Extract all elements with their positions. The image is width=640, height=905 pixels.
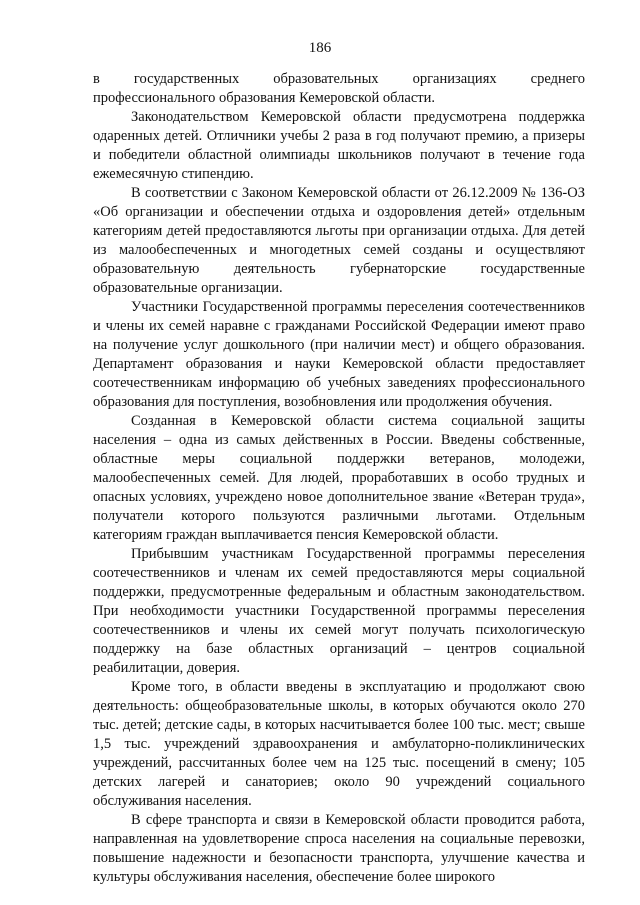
page-number: 186 [308, 40, 332, 56]
paragraph-infrastructure: Кроме того, в области введены в эксплуатацию и продолжают свою деятельность: общеобразовательные школы, в которых обучаются около 270 тыс. детей; детские сады, в которых насчитывается более 100 тыс. мест; свыше 1,5 тыс. учреждений здравоохранения и амбулаторно-поликлинических учреждений, рассчитанных более чем на 125 тыс. посещений в смену; 105 детских лагерей и санаториев; около 90 учреждений социального обслуживания населения. [93, 679, 585, 809]
paragraph-transport: В сфере транспорта и связи в Кемеровской области проводится работа, направленная на удовлетворение спроса населения на социальные перевозки, повышение надежности и безопасности транспорта, улучшение качества и культуры обслуживания населения, обеспечение более широкого [93, 812, 585, 885]
paragraph-children-recreation-law: В соответствии с Законом Кемеровской области от 26.12.2009 № 136-ОЗ «Об организации и обеспечении отдыха и оздоровления детей» отдельным категориям детей предоставляются льготы при организации отдыха. Для детей из малообеспеченных и многодетных семей созданы и осуществляют образовательную деятельность губернаторские государственные образовательные организации. [93, 185, 585, 296]
paragraph-gifted-children: Законодательством Кемеровской области предусмотрена поддержка одаренных детей. Отличники учебы 2 раза в год получают премию, а призеры и победители областной олимпиады школьников получают в течение года ежемесячную стипендию. [93, 109, 585, 182]
paragraph-social-protection: Созданная в Кемеровской области система социальной защиты населения – одна из самых действенных в России. Введены собственные, областные меры социальной поддержки ветеранов, молодежи, малообеспеченных семей. Для людей, проработавших в особо трудных и опасных условиях, учреждено новое дополнительное звание «Ветеран труда», получатели которого пользуются различными льготами. Отдельным категориям граждан выплачивается пенсия Кемеровской области. [93, 413, 585, 543]
paragraph-resettlement-education: Участники Государственной программы переселения соотечественников и члены их семей наравне с гражданами Российской Федерации имеют право на получение услуг дошкольного (при наличии мест) и общего образования. Департамент образования и науки Кемеровской области предоставляет соотечественникам информацию об учебных заведениях профессионального образования для поступления, возобновления или продолжения обучения. [93, 299, 585, 410]
paragraph-resettlement-support: Прибывшим участникам Государственной программы переселения соотечественников и членам их семей предоставляются меры социальной поддержки, предусмотренные федеральным и областным законодательством. При необходимости участники Государственной программы переселения соотечественников и члены их семей могут получать психологическую поддержку на базе областных организаций – центров социальной реабилитации, доверия. [93, 546, 585, 676]
paragraph-continuation: в государственных образовательных организациях среднего профессионального образования Кемеровской области. [93, 71, 585, 106]
document-body [93, 70, 585, 887]
